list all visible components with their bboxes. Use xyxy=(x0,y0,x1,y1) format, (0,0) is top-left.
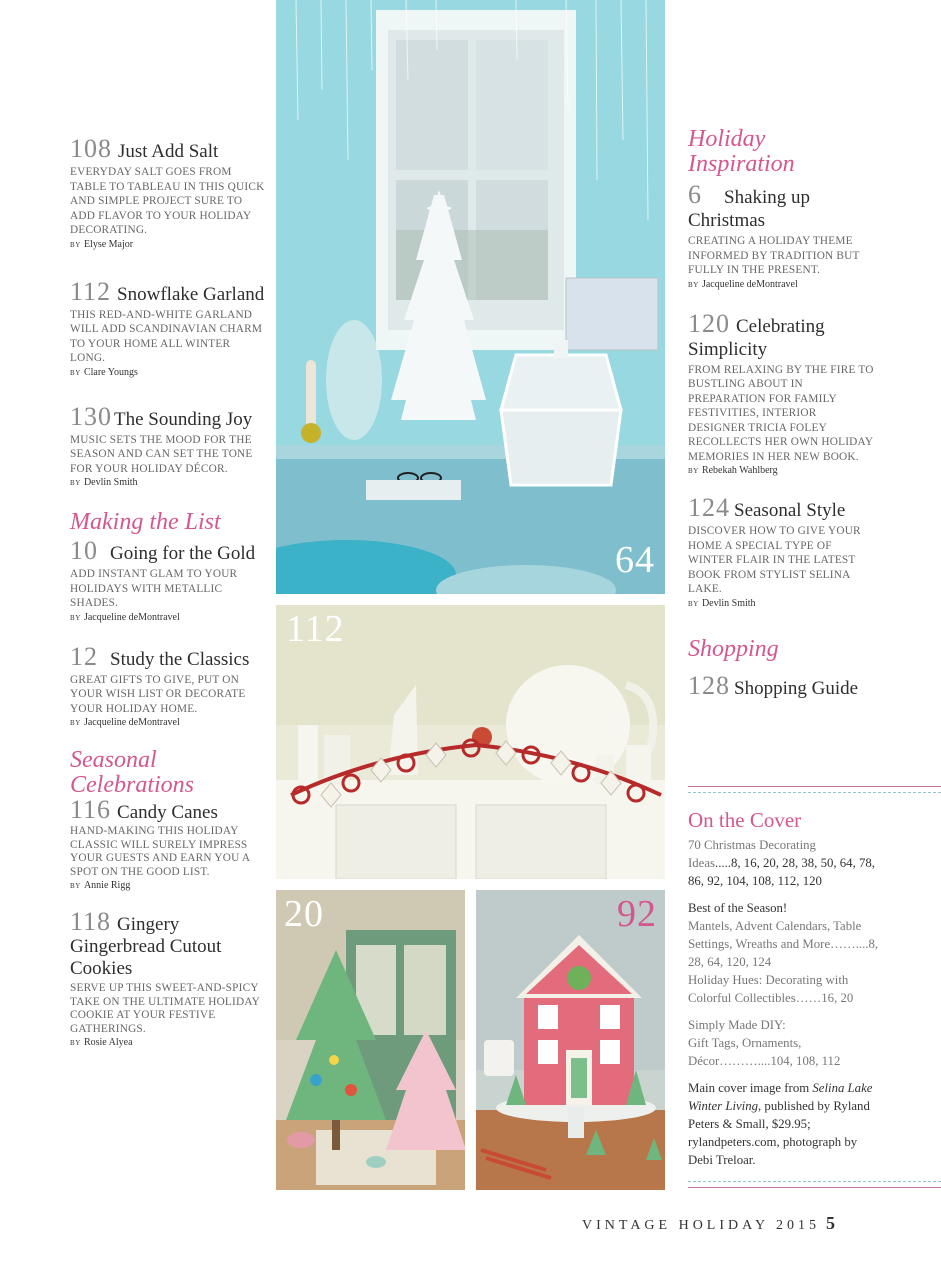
divider-top-solid xyxy=(688,786,941,787)
article-author: Jacqueline deMontravel xyxy=(83,611,180,623)
photo-window-christmas-tree[interactable] xyxy=(276,0,665,594)
page-number: 5 xyxy=(826,1213,836,1233)
article-shaking-up-christmas[interactable] xyxy=(688,180,874,290)
article-author: Rosie Alyea xyxy=(83,1037,133,1048)
article-going-for-the-gold[interactable] xyxy=(70,536,265,623)
cover-item-best-of-season: Best of the Season! Mantels, Advent Calendars, Table Settings, Wreaths and More……....8, 28, 64, 120, 124 Holiday Hues: Decorating with Colorful Collectibles……16, 20 xyxy=(688,901,879,1005)
article-page-number: 10 xyxy=(70,536,98,565)
article-gingery-gingerbread[interactable] xyxy=(70,907,265,1048)
byline-prefix: BY xyxy=(70,882,81,890)
article-study-the-classics[interactable] xyxy=(70,641,265,729)
article-author: Devlin Smith xyxy=(701,597,756,609)
photo-snowflake-garland[interactable] xyxy=(276,605,665,879)
article-title: Going for the Gold xyxy=(110,543,256,564)
article-description: DISCOVER HOW TO GIVE YOUR HOME A SPECIAL TYPE OF WINTER FLAIR IN THE LATEST BOOK FROM STYLIST SELINA LAKE. xyxy=(688,525,861,595)
article-description: FROM RELAXING BY THE FIRE TO BUSTLING ABOUT IN PREPARATION FOR FAMILY FESTIVITIES, INTERIOR DESIGNER TRICIA FOLEY RECOLLECTS HER OWN HOLIDAY MEMORIES IN HER NEW BOOK. xyxy=(688,363,874,463)
magazine-title: VINTAGE HOLIDAY 2015 xyxy=(582,1218,821,1233)
byline-prefix: BY xyxy=(70,368,81,377)
divider-top-dashed xyxy=(688,792,941,793)
photo-page-number: 92 xyxy=(617,893,657,935)
article-description: ADD INSTANT GLAM TO YOUR HOLIDAYS WITH METALLIC SHADES. xyxy=(70,568,238,609)
article-description: HAND-MAKING THIS HOLIDAY CLASSIC WILL SURELY IMPRESS YOUR GUESTS AND EARN YOU A SPOT ON THE GOOD LIST. xyxy=(70,825,250,878)
byline-prefix: BY xyxy=(688,467,699,475)
article-title: Shaking up Christmas xyxy=(688,187,811,231)
article-author: Devlin Smith xyxy=(83,477,138,488)
article-author: Rebekah Wahlberg xyxy=(701,465,778,476)
article-page-number: 6 xyxy=(688,180,702,209)
article-page-number: 12 xyxy=(70,641,98,671)
article-the-sounding-joy[interactable] xyxy=(70,401,265,489)
article-page-number: 108 xyxy=(70,134,112,163)
on-the-cover-title: On the Cover xyxy=(688,808,802,832)
left-column xyxy=(70,134,265,1048)
byline-prefix: BY xyxy=(70,613,81,622)
article-title: Celebrating Simplicity xyxy=(688,315,825,360)
article-title: Snowflake Garland xyxy=(117,283,265,305)
byline-prefix: BY xyxy=(688,599,699,608)
article-title: Shopping Guide xyxy=(734,677,859,699)
article-title: Study the Classics xyxy=(110,648,250,670)
page-footer xyxy=(582,1213,835,1234)
photo-gingerbread-house[interactable] xyxy=(476,890,665,1190)
cover-image-credit: Main cover image from Selina Lake Winter Living, published by Ryland Peters & Small, $29.95; rylandpeters.com, photograph by Debi Treloar. xyxy=(688,1081,873,1167)
article-title: Gingery Gingerbread Cutout Cookies xyxy=(70,914,222,979)
article-author: Jacqueline deMontravel xyxy=(701,278,798,290)
article-seasonal-style[interactable] xyxy=(688,493,874,609)
photo-feather-trees[interactable] xyxy=(276,890,465,1190)
byline-prefix: BY xyxy=(70,719,81,727)
article-shopping-guide[interactable] xyxy=(688,670,874,700)
article-page-number: 128 xyxy=(688,670,730,700)
byline-prefix: BY xyxy=(70,479,81,487)
article-candy-canes[interactable] xyxy=(70,795,265,891)
article-title: Candy Canes xyxy=(117,802,218,823)
divider-bottom-solid xyxy=(688,1187,941,1188)
article-page-number: 130 xyxy=(70,401,112,431)
article-description: EVERYDAY SALT GOES FROM TABLE TO TABLEAU IN THIS QUICK AND SIMPLE PROJECT SURE TO ADD FLAVOR TO YOUR HOLIDAY DECORATING. xyxy=(70,166,265,236)
article-snowflake-garland[interactable] xyxy=(70,276,265,378)
cover-item-70-ideas: 70 Christmas Decorating Ideas.....8, 16, 20, 28, 38, 50, 64, 78, 86, 92, 104, 108, 112, 120 xyxy=(688,838,875,888)
byline-prefix: BY xyxy=(688,280,699,289)
article-author: Annie Rigg xyxy=(83,880,131,891)
byline-prefix: BY xyxy=(70,240,81,249)
byline-prefix: BY xyxy=(70,1039,81,1047)
article-page-number: 112 xyxy=(70,276,112,306)
article-page-number: 120 xyxy=(688,308,730,338)
article-description: GREAT GIFTS TO GIVE, PUT ON YOUR WISH LIST OR DECORATE YOUR HOLIDAY HOME. xyxy=(70,673,246,715)
article-author: Clare Youngs xyxy=(83,366,138,378)
article-description: MUSIC SETS THE MOOD FOR THE SEASON AND CAN SET THE TONE FOR YOUR HOLIDAY DÉCOR. xyxy=(70,433,253,475)
photo-page-number: 20 xyxy=(284,893,324,935)
cover-item-simply-made-diy: Simply Made DIY: Gift Tags, Ornaments, Décor………....104, 108, 112 xyxy=(688,1018,841,1068)
article-title: The Sounding Joy xyxy=(114,408,253,430)
article-description: THIS RED-AND-WHITE GARLAND WILL ADD SCANDINAVIAN CHARM TO YOUR HOME ALL WINTER LONG. xyxy=(70,308,263,364)
article-author: Jacqueline deMontravel xyxy=(83,717,180,728)
article-page-number: 118 xyxy=(70,907,112,936)
section-title-shopping: Shopping xyxy=(688,635,779,662)
article-page-number: 124 xyxy=(688,493,730,522)
article-description: CREATING A HOLIDAY THEME INFORMED BY TRADITION BUT FULLY IN THE PRESENT. xyxy=(688,235,860,276)
article-title: Just Add Salt xyxy=(118,141,219,162)
article-description: SERVE UP THIS SWEET-AND-SPICY TAKE ON THE ULTIMATE HOLIDAY COOKIE AT YOUR FESTIVE GATHERINGS. xyxy=(70,982,260,1035)
section-title-seasonal-celebrations: Seasonal Celebrations xyxy=(70,747,194,798)
section-title-making-the-list: Making the List xyxy=(70,509,221,535)
divider-bottom-dashed xyxy=(688,1181,941,1182)
article-just-add-salt[interactable] xyxy=(70,134,265,250)
photo-page-number: 112 xyxy=(286,608,345,650)
article-celebrating-simplicity[interactable] xyxy=(688,308,874,477)
article-author: Elyse Major xyxy=(83,238,134,250)
window-scene-illustration xyxy=(276,0,665,594)
on-the-cover-box xyxy=(688,808,883,1169)
photo-page-number: 64 xyxy=(615,539,655,581)
right-column xyxy=(688,127,874,700)
section-title-holiday-inspiration: Holiday Inspiration xyxy=(688,126,795,177)
article-title: Seasonal Style xyxy=(734,500,846,521)
article-page-number: 116 xyxy=(70,795,112,824)
